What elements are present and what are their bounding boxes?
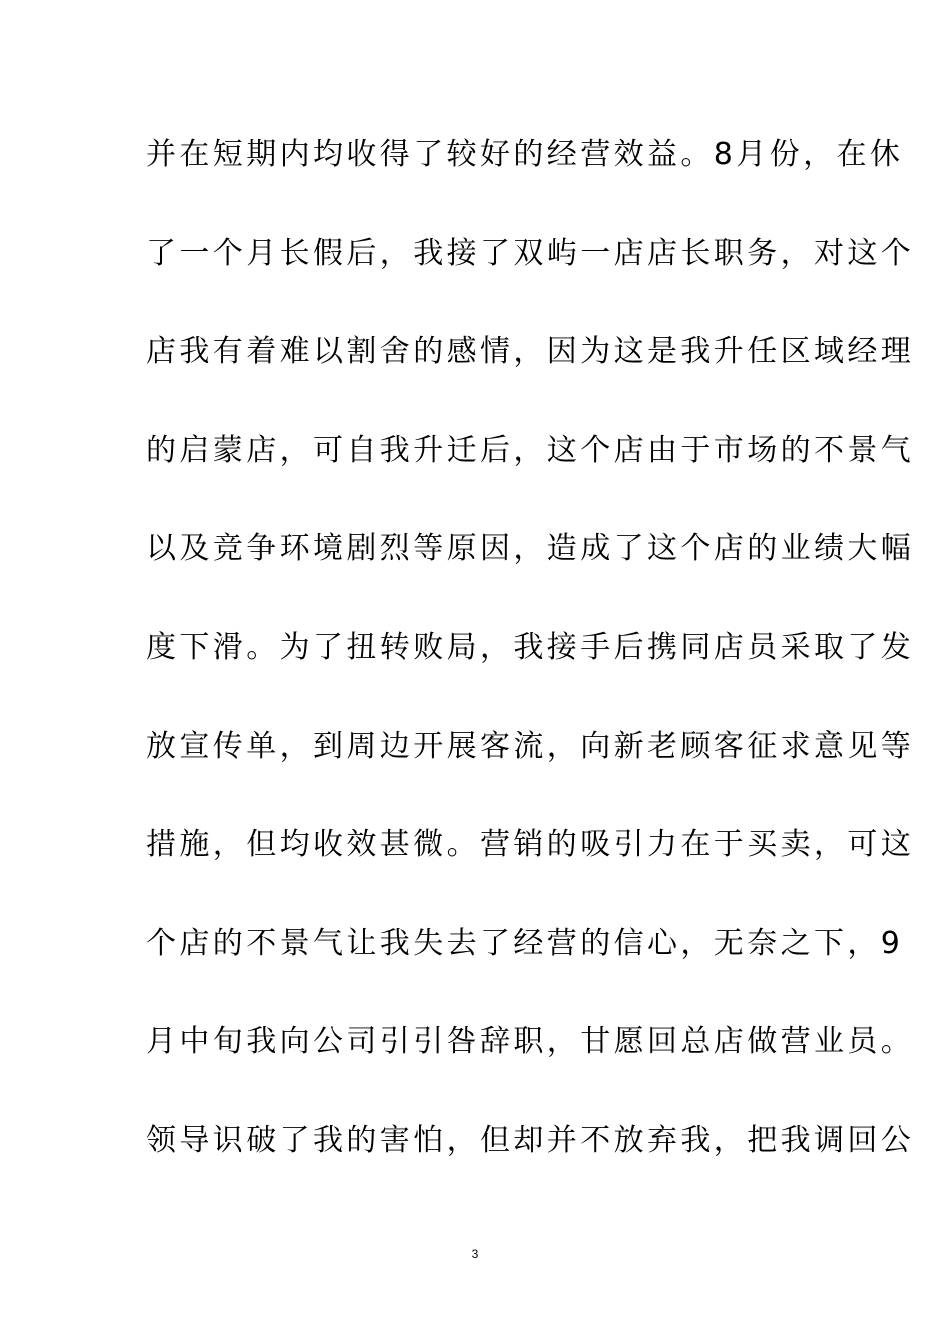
text-line-4: 的启蒙店，可自我升迁后，这个店由于市场的不景气 [146,432,915,468]
text-line-6: 度下滑。为了扭转败局，我接手后携同店员采取了发 [146,629,915,665]
text-line-7: 放宣传单，到周边开展客流，向新老顾客征求意见等 [146,728,915,764]
text-line-9: 个店的不景气让我失去了经营的信心，无奈之下，9 [146,925,904,961]
text-line-8: 措施，但均收效甚微。营销的吸引力在于买卖，可这 [146,827,915,863]
body-text [146,130,915,1215]
text-line-10: 月中旬我向公司引引咎辞职，甘愿回总店做营业员。 [146,1024,915,1060]
page-number: 3 [471,1247,479,1261]
text-line-11: 领导识破了我的害怕，但却并不放弃我，把我调回公 [146,1122,915,1158]
text-line-3: 店我有着难以割舍的感情，因为这是我升任区域经理 [146,334,915,370]
text-line-5: 以及竞争环境剧烈等原因，造成了这个店的业绩大幅 [146,531,915,567]
text-line-2: 了一个月长假后，我接了双屿一店店长职务，对这个 [146,235,915,271]
text-line-1: 并在短期内均收得了较好的经营效益。8月份，在休 [146,137,904,172]
